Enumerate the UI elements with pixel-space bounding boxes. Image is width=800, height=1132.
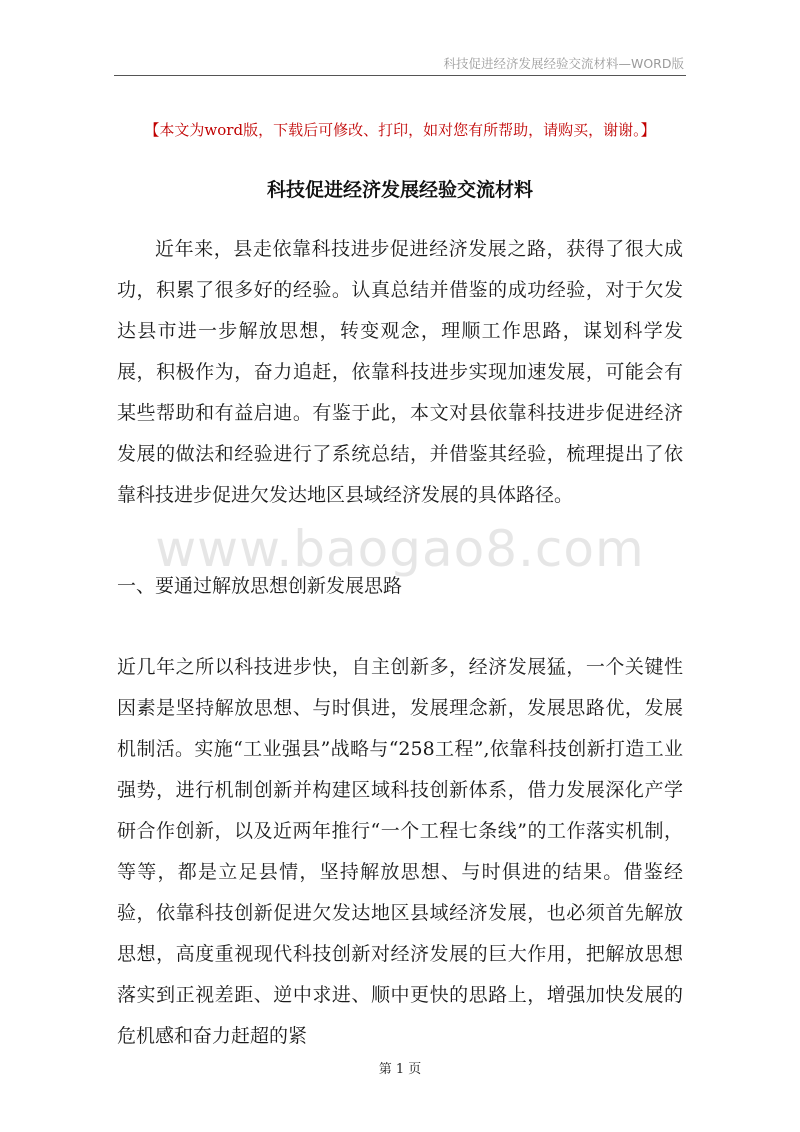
section-heading: 一、要通过解放思想创新发展思路 [117,575,403,597]
watermark: www.baogao8.com [155,520,645,578]
body-paragraph: 近几年之所以科技进步快，自主创新多，经济发展猛，一个关键性因素是坚持解放思想、与时俱进，发展理念新，发展思路优，发展机制活。实施“工业强县”战略与“258工程”,依靠科技创新打造工业强势，进行机制创新并构建区域科技创新体系，借力发展深化产学研合作创新，以及近两年推行“一个工程七条线”的工作落实机制，等等，都是立足县情，坚持解放思想、与时俱进的结果。借鉴经验，依靠科技创新促进欠发达地区县域经济发展，也必须首先解放思想，高度重视现代科技创新对经济发展的巨大作用，把解放思想落实到正视差距、逆中求进、顺中更快的思路上，增强加快发展的危机感和奋力赶超的紧 [117,656,683,1047]
page-number: 第 1 页 [378,1062,422,1077]
intro-paragraph: 近年来，县走依靠科技进步促进经济发展之路，获得了很大成功，积累了很多好的经验。认真总结并借鉴的成功经验，对于欠发达县市进一步解放思想，转变观念，理顺工作思路，谋划科学发展，积极作为，奋力追赶，依靠科技进步实现加速发展，可能会有某些帮助和有益启迪。有鉴于此，本文对县依靠科技进步促进经济发展的做法和经验进行了系统总结，并借鉴其经验，梳理提出了依靠科技进步促进欠发达地区县域经济发展的具体路径。 [117,238,683,506]
header-divider [114,75,686,76]
download-notice: 【本文为word版，下载后可修改、打印，如对您有所帮助，请购买，谢谢。】 [144,121,656,139]
document-title: 科技促进经济发展经验交流材料 [266,179,533,201]
page-header-title: 科技促进经济发展经验交流材料—WORD版 [443,56,684,71]
